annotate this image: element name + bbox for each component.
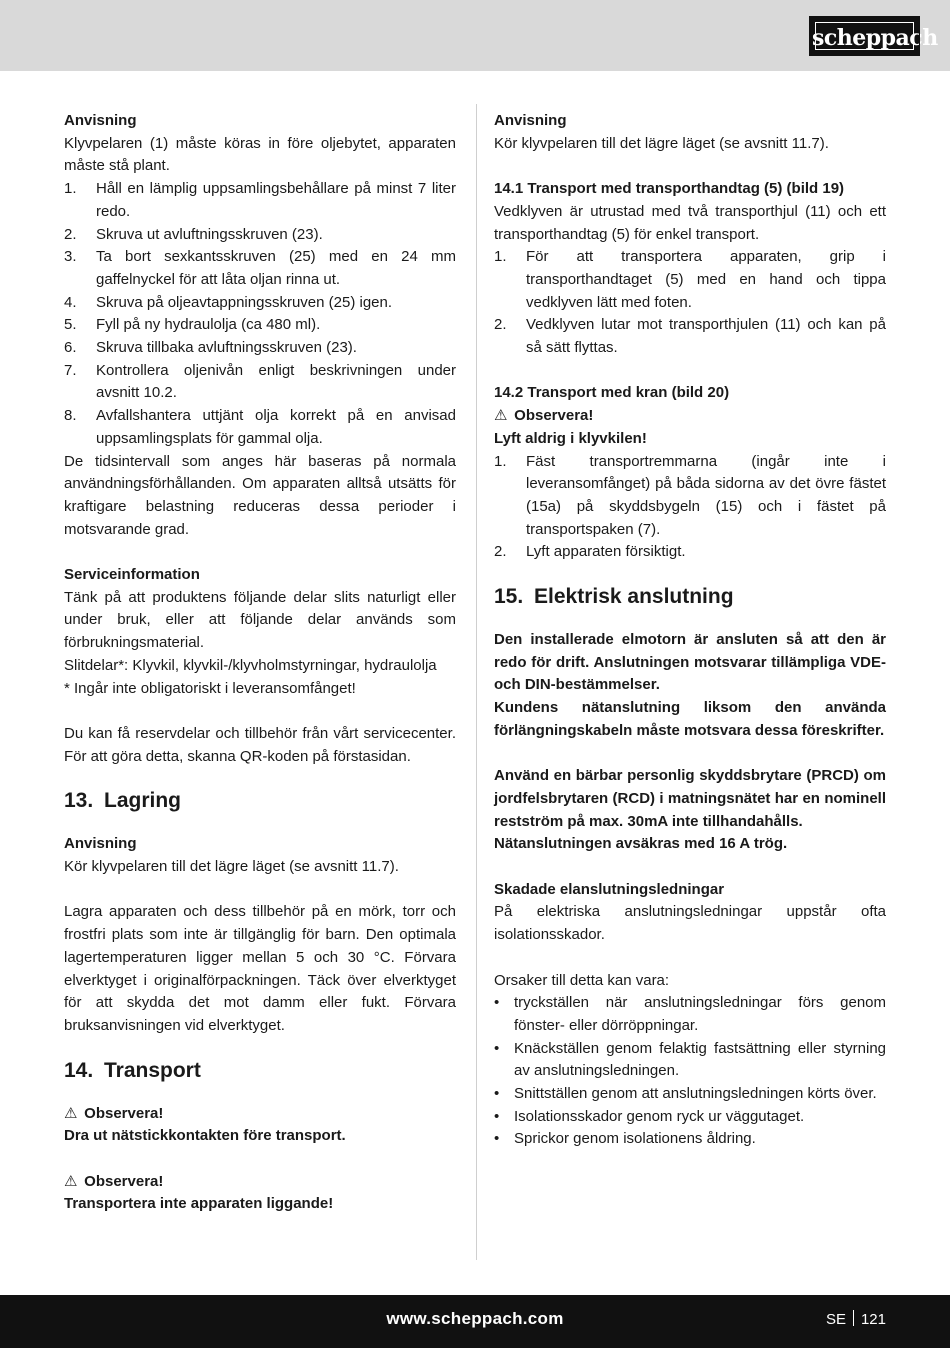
electrical-paragraph: Nätanslutningen avsäkras med 16 A trög. <box>494 835 788 853</box>
wear-parts-footnote: * Ingår inte obligatoriskt i leveransomfånget! <box>64 679 356 697</box>
spare-parts-paragraph: Du kan få reservdelar och tillbehör från vårt servicecenter. För att göra detta, skanna QR-koden på förstasidan. <box>64 724 456 765</box>
service-heading: Serviceinformation <box>64 566 200 584</box>
website-link[interactable]: www.scheppach.com <box>386 1309 564 1328</box>
warning-text: Dra ut nätstickkontakten före transport. <box>64 1127 346 1145</box>
crane-steps <box>494 451 886 565</box>
header-band <box>0 0 950 71</box>
column-divider <box>476 104 477 1260</box>
damaged-cables-text: På elektriska anslutningsledningar uppstår ofta isolationsskador. <box>494 903 886 944</box>
note-heading: Anvisning <box>494 112 567 129</box>
language-code: SE <box>825 1311 846 1328</box>
left-column <box>64 110 456 1216</box>
list-item: 2. Skruva ut avluftningsskruven (23). <box>64 225 323 243</box>
warning-triangle-icon: ⚠ <box>64 1172 78 1190</box>
list-item: 1. Håll en lämplig uppsamlingsbehållare på minst 7 liter redo. <box>64 180 456 220</box>
causes-intro: Orsaker till detta kan vara: <box>494 971 670 989</box>
causes-list <box>494 992 886 1151</box>
electrical-paragraph: Den installerade elmotorn är ansluten så att den är redo för drift. Anslutningen motsvarar tillämpliga VDE- och DIN-bestämmelser. <box>494 631 886 694</box>
list-item: • tryckställen när anslutningsledningar förs genom fönster- eller dörröppningar. <box>494 994 886 1034</box>
right-column <box>494 110 886 1151</box>
list-item: 2. Vedklyven lutar mot transporthjulen (11) och kan på så sätt flyttas. <box>494 316 886 357</box>
list-item: • Sprickor genom isolationens åldring. <box>494 1130 756 1148</box>
section-title-transport: 14. Transport <box>64 1058 201 1082</box>
warning-label: ⚠ Observera! <box>494 405 886 428</box>
scheppach-logo: scheppach <box>810 17 919 55</box>
list-item: 2. Lyft apparaten försiktigt. <box>494 543 686 561</box>
service-paragraph: Tänk på att produktens följande delar slits naturligt eller under bruk, eller att följande delar används som förbrukningsmaterial. <box>64 588 456 652</box>
storage-note-heading: Anvisning <box>64 835 137 853</box>
list-item: 6. Skruva tillbaka avluftningsskruven (23). <box>64 339 357 357</box>
list-item: 1. För att transportera apparaten, grip i transporthandtaget (5) med en hand och tippa vedklyven lätt med foten. <box>494 248 886 311</box>
list-item: • Snittställen genom att anslutningsledningen körts över. <box>494 1085 877 1103</box>
storage-note-text: Kör klyvpelaren till det lägre läget (se avsnitt 11.7). <box>64 858 399 876</box>
list-item: 7. Kontrollera oljenivån enligt beskrivningen under avsnitt 10.2. <box>64 361 456 402</box>
note-heading: Anvisning <box>64 112 137 129</box>
page-indicator <box>826 1310 886 1328</box>
warning-text: Lyft aldrig i klyvkilen! <box>494 429 647 447</box>
list-item: 1. Fäst transportremmarna (ingår inte i leveransomfånget) på båda sidorna av det övre fästet (15a) på skyddsbygeln (15) och i fästet på transportspaken (7). <box>494 452 886 538</box>
list-item: 4. Skruva på oljeavtappningsskruven (25) igen. <box>64 293 393 311</box>
interval-paragraph: De tidsintervall som anges här baseras på normala användningsförhållanden. Om apparaten alltså utsätts för kraftigare belastning reduceras dessa perioder i motsvarande grad. <box>64 452 456 538</box>
list-item: • Knäckställen genom felaktig fastsättning eller styrning av anslutningsledningen. <box>494 1039 886 1080</box>
footer-band <box>0 1295 950 1348</box>
list-item: 3. Ta bort sexkantsskruven (25) med en 24 mm gaffelnyckel för att låta oljan rinna ut. <box>64 248 456 288</box>
subsection-heading-14-1: 14.1 Transport med transporthandtag (5) (bild 19) <box>494 180 845 198</box>
page-number: 121 <box>860 1311 886 1328</box>
warning-triangle-icon: ⚠ <box>64 1104 78 1122</box>
damaged-cables-heading: Skadade elanslutningsledningar <box>494 880 725 898</box>
warning-text: Transportera inte apparaten liggande! <box>64 1195 334 1213</box>
warning-triangle-icon: ⚠ <box>494 407 508 425</box>
transport-steps <box>494 246 886 360</box>
list-item: 5. Fyll på ny hydraulolja (ca 480 ml). <box>64 316 321 334</box>
subsection-heading-14-2: 14.2 Transport med kran (bild 20) <box>494 384 730 402</box>
separator <box>853 1310 854 1326</box>
section-title-electrical: 15. Elektrisk anslutning <box>494 585 734 609</box>
note-intro: Klyvpelaren (1) måste köras in före oljebytet, apparaten måste stå plant. <box>64 134 456 175</box>
wear-parts-paragraph: Slitdelar*: Klyvkil, klyvkil-/klyvholmstyrningar, hydraulolja <box>64 656 437 674</box>
electrical-paragraph: Använd en bärbar personlig skyddsbrytare (PRCD) om jordfelsbrytaren (RCD) i matningsnätet har en nominell restström på max. 30mA inte tillhandahålls. <box>494 767 886 830</box>
note-text: Kör klyvpelaren till det lägre läget (se avsnitt 11.7). <box>494 134 829 152</box>
list-item: 8. Avfallshantera uttjänt olja korrekt på en anvisad uppsamlingsplats för gammal olja. <box>64 407 456 447</box>
oil-change-steps <box>64 178 456 450</box>
warning-label: ⚠ Observera! <box>64 1103 456 1126</box>
warning-label: ⚠ Observera! <box>64 1171 456 1194</box>
electrical-paragraph: Kundens nätanslutning liksom den använda förlängningskabeln måste motsvara dessa föreskrifter. <box>494 699 886 739</box>
list-item: • Isolationsskador genom ryck ur väggutaget. <box>494 1107 805 1125</box>
section-title-storage: 13. Lagring <box>64 789 181 813</box>
storage-paragraph: Lagra apparaten och dess tillbehör på en mörk, torr och frostfri plats som inte är tillgänglig för barn. Den optimala lagertemperaturen ligger mellan 5 och 30 °C. Förvara elverktyget i originalförpackningen. Täck över elverktyget för att skydda det mot damm eller fukt. Förvara bruksanvisningen vid elverktyget. <box>64 903 456 1034</box>
transport-intro: Vedklyven är utrustad med två transporthjul (11) och ett transporthandtag (5) för enkel transport. <box>494 202 886 243</box>
